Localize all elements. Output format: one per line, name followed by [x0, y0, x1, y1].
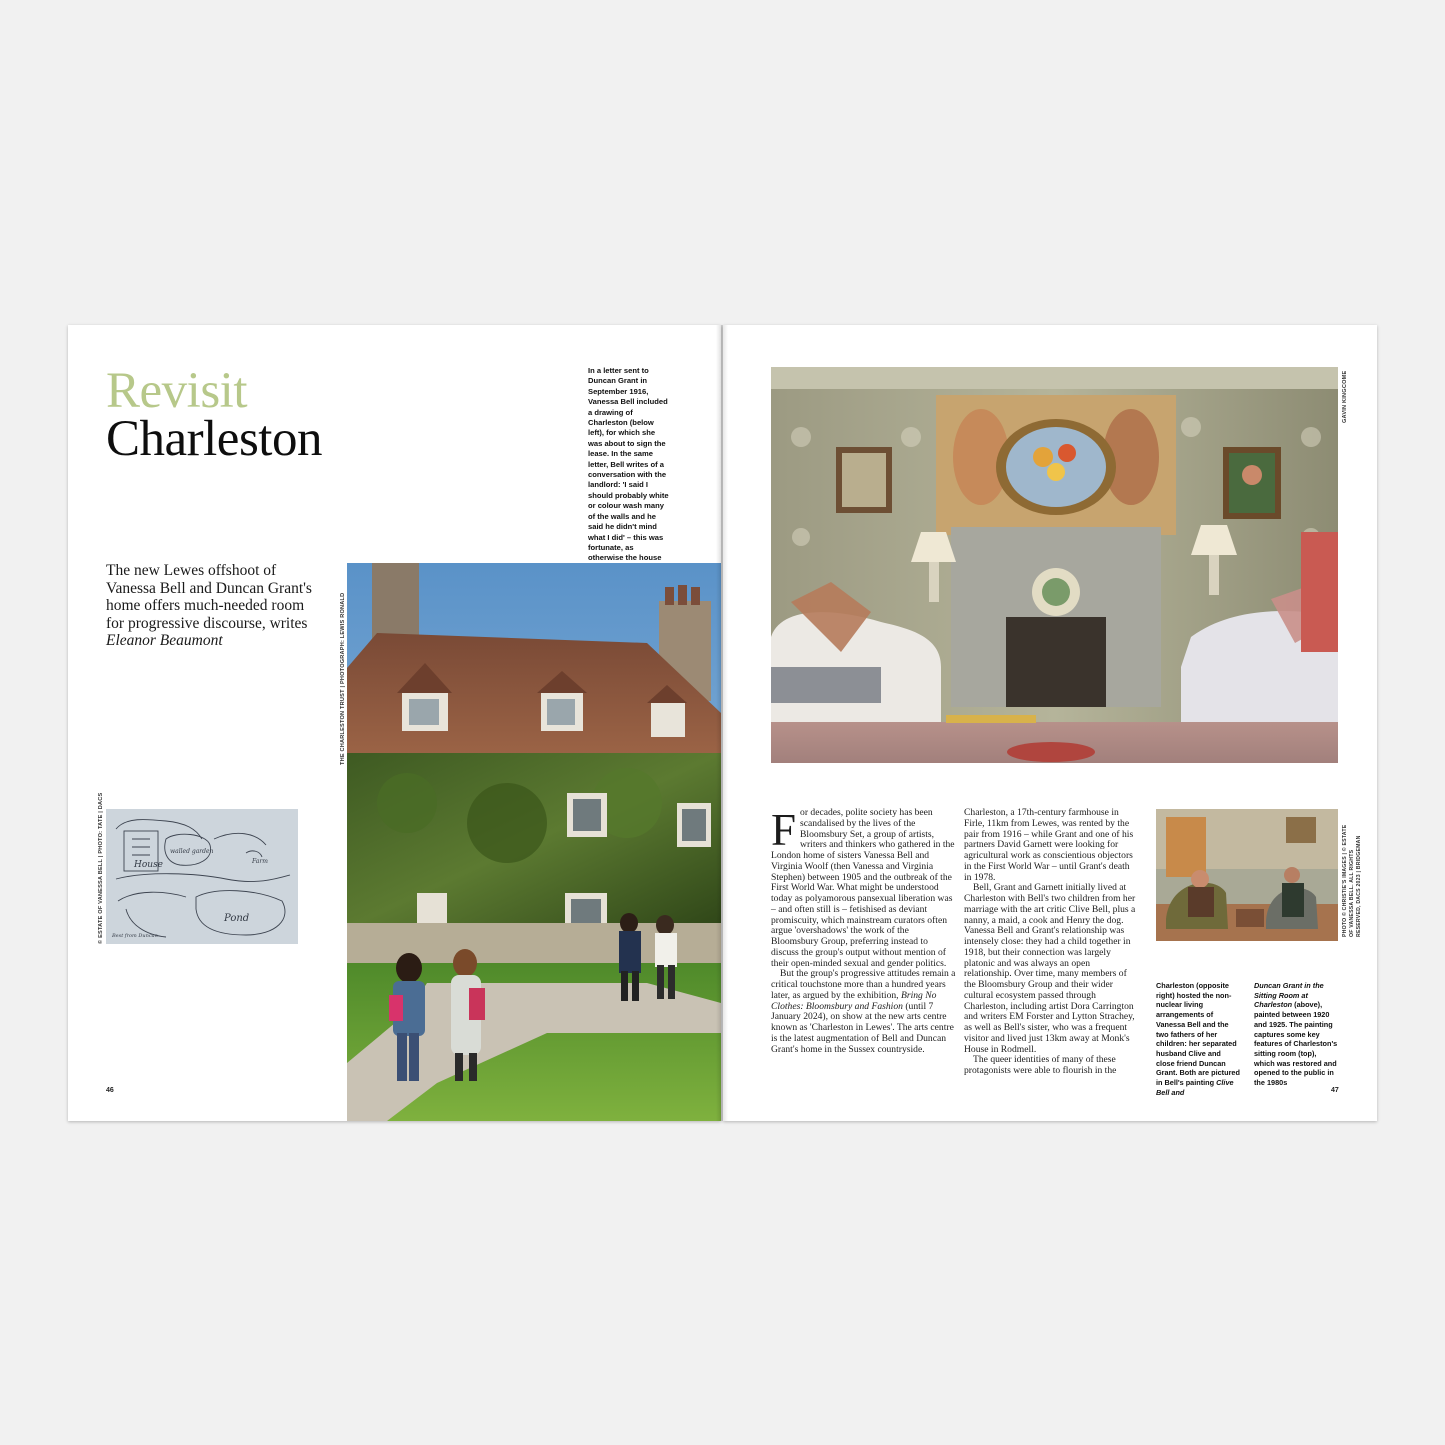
room-photo-credit: GAVIN KINGCOME [1342, 370, 1348, 423]
sidenote: In a letter sent to Duncan Grant in September 1916, Vanessa Bell included a drawing of Charleston (below left), for which she was about to sign the lease. In the same letter, Bell writes of a conversation with the landlord: 'I said I should probably white or colour wash many of the walls and he said he didn't mind what I did' – this was fortunate, as otherwise the house [588, 366, 669, 563]
room-photo-illustration [771, 367, 1338, 763]
caption-2 [1254, 981, 1338, 1088]
standfirst-text: The new Lewes offshoot of Vanessa Bell and Duncan Grant's home offers much-needed room for progressive discourse, writes [106, 562, 312, 632]
body-paragraph-4: Bell, Grant and Garnett initially lived at Charleston with Bell's two children from her marriage with the art critic Clive Bell, plus a nanny, a maid, a cook and Henry the dog. Vanessa Bell and Grant's relationship was intensely close: they had a child together in 1918, but their connection was largely platonic and was always an open relationship. Over time, many members of the Bloomsbury Group and their wider cultural ecosystem passed through Charleston, including artist Dora Carrington and writers EM Forster and Lytton Strachey, as well as Bell's sister, who was a frequent visitor and lived just 13km away at Monk's House in Rodmell. [964, 882, 1136, 1055]
painting-credit [1342, 825, 1363, 937]
article-title [106, 363, 322, 467]
sketch-label-walled: walled garden [170, 848, 214, 855]
painting-illustration [1156, 809, 1338, 941]
left-page [68, 325, 721, 1121]
body-paragraph-2-text-b: (until 7 January 2024), on show at the new arts centre known as 'Charleston in Lewes'. The arts centre is the latest augmentation of Bell and Duncan Grant's home in the Sussex countryside. [771, 1000, 954, 1055]
sketch-illustration [106, 809, 298, 944]
charleston-sketch-drawing [106, 809, 298, 944]
body-paragraph-3: Charleston, a 17th-century farmhouse in Firle, 11km from Lewes, was rented by the pair from 1916 – while Grant and one of his partners David Garnett were looking for agricultural work as conscientious objectors in the First World War – until Grant's death in 1978. [964, 807, 1134, 883]
body-paragraph-2-text-a: But the group's progressive attitudes remain a critical touchstone more than a hundred years later, as argued by the exhibition, [771, 968, 956, 1001]
painting-credit-line-1: PHOTO © CHRISTIE'S IMAGES | © ESTATE [1342, 824, 1348, 937]
title-line-revisit: Revisit [106, 363, 248, 419]
sketch-label-pond: Pond [224, 913, 250, 924]
charleston-house-photo [347, 563, 721, 1121]
sketch-signature: Best from Duncan [112, 933, 158, 939]
body-column-2 [964, 808, 1139, 1077]
standfirst [106, 562, 326, 650]
caption-2-italic: Duncan Grant in the Sitting Room at Charleston [1254, 981, 1324, 1010]
sketch-label-house: House [134, 860, 164, 870]
clive-bell-duncan-grant-painting [1156, 809, 1338, 941]
house-photo-illustration [347, 563, 721, 1121]
page-number-left: 46 [106, 1087, 114, 1094]
spine-gutter [716, 325, 728, 1121]
page-number-right: 47 [1331, 1087, 1339, 1094]
caption-1 [1156, 981, 1240, 1097]
right-page [723, 325, 1377, 1121]
caption-1-text: Charleston (opposite right) hosted the non-nuclear living arrangements of Vanessa Bell and the two fathers of her children: her separated husband Clive and close friend Duncan Grant. Both are pictured in Bell's painting [1156, 981, 1240, 1088]
body-column-1 [771, 805, 956, 1055]
body-paragraph-1 [771, 805, 956, 969]
exhibition-title: Bring No Clothes: Bloomsbury and Fashion [771, 989, 937, 1012]
drop-cap: F [771, 805, 797, 855]
sketch-label-farm: Farm [252, 858, 268, 865]
body-paragraph-5: The queer identities of many of these protagonists were able to flourish in the [964, 1054, 1117, 1076]
sketch-credit: © ESTATE OF VANESSA BELL | PHOTO: TATE | DACS [98, 792, 104, 944]
caption-2-text: (above), painted between 1920 and 1925. The painting captures some key features of Charleston's sitting room (top), which was restored and opened to the public in the 1980s [1254, 1000, 1338, 1088]
painting-credit-line-2: OF VANESSA BELL. ALL RIGHTS [1349, 849, 1355, 937]
body-paragraph-1-text: or decades, polite society has been scandalised by the lives of the Bloomsbury Set, a group of artists, writers and thinkers who gathered in the London home of sisters Vanessa Bell and Virginia Woolf (then Vanessa and Virginia Stephen) between 1905 and the outbreak of the First World War. What might be understood today as polyamorous pansexual liberation was – and often still is – fetishised as deviant promiscuity, which mainstream curators often argue 'overshadows' the work of the Bloomsbury Group, preferring instead to discuss the group's output without mention of their open-minded sexual and gender politics. [771, 807, 955, 969]
sitting-room-photo [771, 367, 1338, 763]
house-photo-credit: THE CHARLESTON TRUST | PHOTOGRAPH: LEWIS RONALD [340, 592, 346, 765]
title-line-charleston: Charleston [106, 411, 322, 467]
body-paragraph-2 [771, 969, 956, 1055]
caption-1-italic: Clive Bell and [1156, 1078, 1234, 1097]
painting-credit-line-3: RESERVED, DACS 2023 | BRIDGEMAN [1356, 835, 1362, 937]
standfirst-author: Eleanor Beaumont [106, 632, 223, 650]
